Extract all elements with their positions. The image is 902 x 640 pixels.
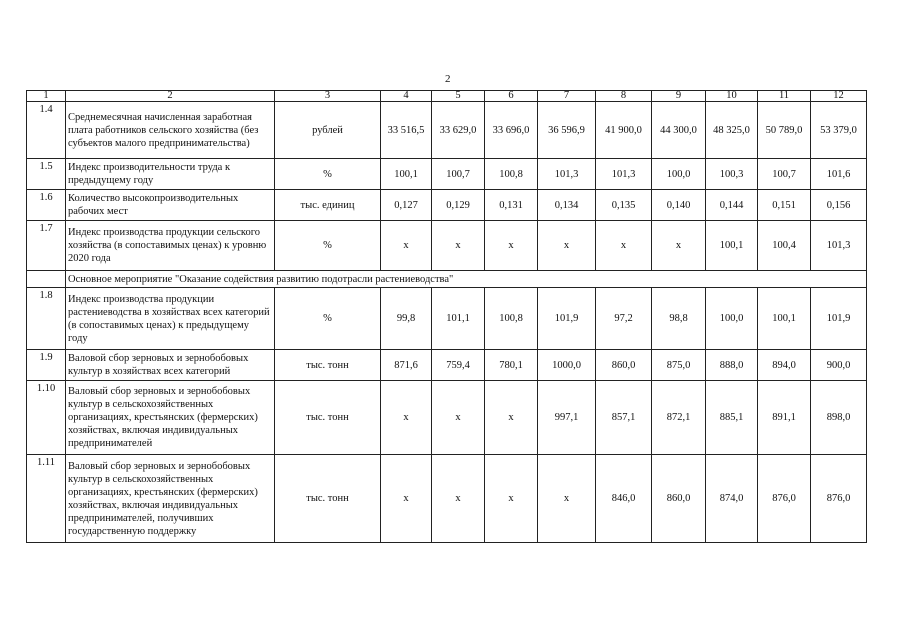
- value-cell: 101,3: [538, 159, 596, 190]
- value-cell: 101,3: [596, 159, 652, 190]
- unit-cell: тыс. тонн: [275, 381, 381, 455]
- col-header: 12: [811, 91, 867, 102]
- value-cell: 97,2: [596, 288, 652, 350]
- section-title: Основное мероприятие "Оказание содействия развитию подотрасли растениеводства": [66, 271, 867, 288]
- value-cell: x: [485, 221, 538, 271]
- value-cell: 0,151: [758, 190, 811, 221]
- table-row: [27, 288, 867, 350]
- value-cell: x: [381, 455, 432, 543]
- indicators-table: [26, 90, 867, 543]
- value-cell: 100,1: [706, 221, 758, 271]
- value-cell: 0,129: [432, 190, 485, 221]
- value-cell: 860,0: [596, 350, 652, 381]
- value-cell: 99,8: [381, 288, 432, 350]
- indicator-name: Валовой сбор зерновых и зернобобовых культур в хозяйствах всех категорий: [66, 350, 275, 381]
- col-header: 7: [538, 91, 596, 102]
- value-cell: 0,135: [596, 190, 652, 221]
- empty-cell: [27, 271, 66, 288]
- indicator-name: Индекс производительности труда к предыдущему году: [66, 159, 275, 190]
- value-cell: 894,0: [758, 350, 811, 381]
- row-number: 1.10: [27, 381, 66, 455]
- table-row: [27, 381, 867, 455]
- value-cell: 0,144: [706, 190, 758, 221]
- value-cell: 100,8: [485, 159, 538, 190]
- value-cell: 871,6: [381, 350, 432, 381]
- unit-cell: тыс. тонн: [275, 455, 381, 543]
- value-cell: 898,0: [811, 381, 867, 455]
- value-cell: 41 900,0: [596, 102, 652, 159]
- value-cell: 100,0: [706, 288, 758, 350]
- row-number: 1.6: [27, 190, 66, 221]
- value-cell: 101,9: [538, 288, 596, 350]
- value-cell: 101,1: [432, 288, 485, 350]
- col-header: 9: [652, 91, 706, 102]
- row-number: 1.9: [27, 350, 66, 381]
- table-row: [27, 159, 867, 190]
- unit-cell: тыс. тонн: [275, 350, 381, 381]
- value-cell: x: [652, 221, 706, 271]
- value-cell: 875,0: [652, 350, 706, 381]
- value-cell: x: [432, 221, 485, 271]
- value-cell: 0,134: [538, 190, 596, 221]
- value-cell: 780,1: [485, 350, 538, 381]
- indicator-name: Количество высокопроизводительных рабочих мест: [66, 190, 275, 221]
- value-cell: 900,0: [811, 350, 867, 381]
- unit-cell: %: [275, 221, 381, 271]
- value-cell: 33 516,5: [381, 102, 432, 159]
- col-header: 5: [432, 91, 485, 102]
- row-number: 1.5: [27, 159, 66, 190]
- value-cell: 876,0: [811, 455, 867, 543]
- col-header: 4: [381, 91, 432, 102]
- value-cell: x: [538, 455, 596, 543]
- value-cell: 0,131: [485, 190, 538, 221]
- value-cell: 846,0: [596, 455, 652, 543]
- value-cell: 101,6: [811, 159, 867, 190]
- value-cell: x: [485, 455, 538, 543]
- row-number: 1.8: [27, 288, 66, 350]
- value-cell: x: [381, 221, 432, 271]
- col-header: 6: [485, 91, 538, 102]
- value-cell: 888,0: [706, 350, 758, 381]
- value-cell: 876,0: [758, 455, 811, 543]
- value-cell: 98,8: [652, 288, 706, 350]
- page-number: 2: [445, 73, 451, 85]
- section-row: [27, 271, 867, 288]
- value-cell: x: [432, 455, 485, 543]
- value-cell: 100,8: [485, 288, 538, 350]
- value-cell: 100,4: [758, 221, 811, 271]
- value-cell: x: [432, 381, 485, 455]
- indicator-name: Индекс производства продукции растениеводства в хозяйствах всех категорий (в сопоставимых ценах) к предыдущему году: [66, 288, 275, 350]
- unit-cell: %: [275, 288, 381, 350]
- value-cell: 0,127: [381, 190, 432, 221]
- table-row: [27, 350, 867, 381]
- value-cell: 53 379,0: [811, 102, 867, 159]
- value-cell: 44 300,0: [652, 102, 706, 159]
- value-cell: 33 629,0: [432, 102, 485, 159]
- value-cell: 33 696,0: [485, 102, 538, 159]
- unit-cell: %: [275, 159, 381, 190]
- header-row: [27, 91, 867, 102]
- value-cell: 860,0: [652, 455, 706, 543]
- value-cell: 872,1: [652, 381, 706, 455]
- value-cell: 857,1: [596, 381, 652, 455]
- value-cell: 0,140: [652, 190, 706, 221]
- value-cell: 885,1: [706, 381, 758, 455]
- value-cell: 100,1: [758, 288, 811, 350]
- col-header: 3: [275, 91, 381, 102]
- table-row: [27, 190, 867, 221]
- indicator-name: Индекс производства продукции сельского хозяйства (в сопоставимых ценах) к уровню 2020 года: [66, 221, 275, 271]
- value-cell: 48 325,0: [706, 102, 758, 159]
- table-row: [27, 102, 867, 159]
- value-cell: 100,0: [652, 159, 706, 190]
- value-cell: 100,3: [706, 159, 758, 190]
- value-cell: x: [485, 381, 538, 455]
- row-number: 1.7: [27, 221, 66, 271]
- col-header: 1: [27, 91, 66, 102]
- indicator-name: Среднемесячная начисленная заработная плата работников сельского хозяйства (без субъектов малого предпринимательства): [66, 102, 275, 159]
- col-header: 8: [596, 91, 652, 102]
- row-number: 1.11: [27, 455, 66, 543]
- value-cell: x: [538, 221, 596, 271]
- value-cell: 100,7: [758, 159, 811, 190]
- unit-cell: тыс. единиц: [275, 190, 381, 221]
- indicator-name: Валовый сбор зерновых и зернобобовых культур в сельскохозяйственных организациях, крестьянских (фермерских) хозяйствах, включая индивидуальных предпринимателей: [66, 381, 275, 455]
- table-row: [27, 455, 867, 543]
- value-cell: 0,156: [811, 190, 867, 221]
- indicator-name: Валовый сбор зерновых и зернобобовых культур в сельскохозяйственных организациях, крестьянских (фермерских) хозяйствах, включая индивидуальных предпринимателей, получивших государственную поддержку: [66, 455, 275, 543]
- value-cell: x: [381, 381, 432, 455]
- table-row: [27, 221, 867, 271]
- col-header: 2: [66, 91, 275, 102]
- value-cell: 891,1: [758, 381, 811, 455]
- value-cell: 100,7: [432, 159, 485, 190]
- unit-cell: рублей: [275, 102, 381, 159]
- row-number: 1.4: [27, 102, 66, 159]
- value-cell: 100,1: [381, 159, 432, 190]
- value-cell: x: [596, 221, 652, 271]
- value-cell: 997,1: [538, 381, 596, 455]
- value-cell: 759,4: [432, 350, 485, 381]
- value-cell: 36 596,9: [538, 102, 596, 159]
- value-cell: 874,0: [706, 455, 758, 543]
- value-cell: 101,9: [811, 288, 867, 350]
- value-cell: 50 789,0: [758, 102, 811, 159]
- col-header: 11: [758, 91, 811, 102]
- value-cell: 101,3: [811, 221, 867, 271]
- col-header: 10: [706, 91, 758, 102]
- value-cell: 1000,0: [538, 350, 596, 381]
